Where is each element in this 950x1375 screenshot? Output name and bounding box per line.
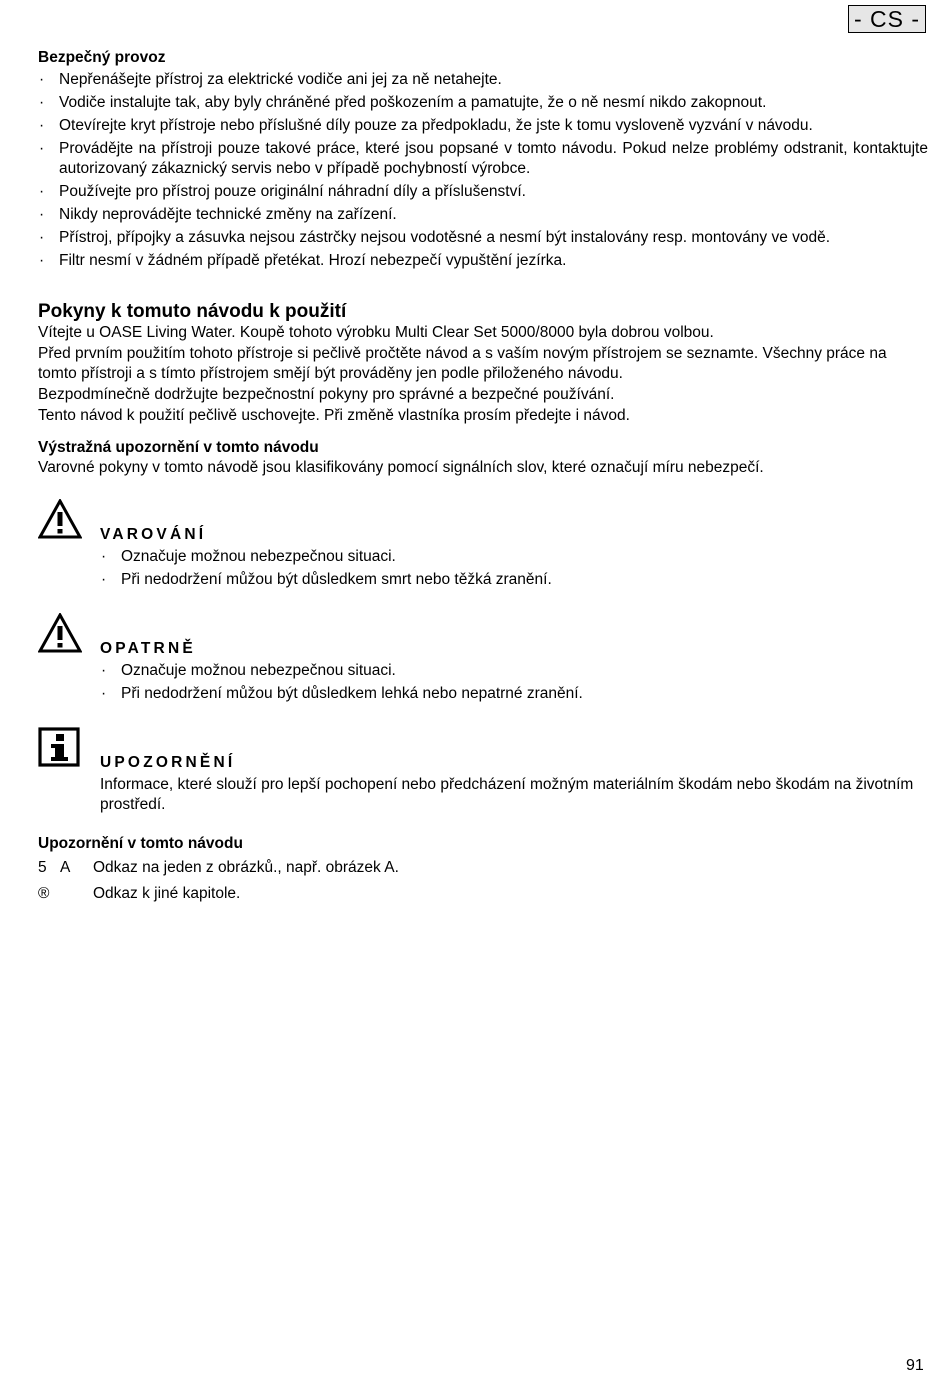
list-item: · Nikdy neprovádějte technické změny na zařízení. xyxy=(39,206,397,223)
manual-notes-section xyxy=(38,301,928,426)
reference-row-chapter xyxy=(38,884,928,904)
list-item: · Otevírejte kryt přístroje nebo příslušné díly pouze za předpokladu, že jste k tomu vysloveně vyzvání v návodu. xyxy=(39,117,813,134)
list-item: · Označuje možnou nebezpečnou situaci. xyxy=(101,548,396,565)
bullet-icon: · xyxy=(39,117,45,134)
bullet-icon: · xyxy=(39,140,45,157)
bullet-icon: · xyxy=(101,548,107,565)
warning-triangle-icon xyxy=(38,499,82,539)
reference-row-figure xyxy=(38,858,928,878)
upozorneni-text: Informace, které slouží pro lepší pochopení nebo předcházení možným materiálním škodám nebo škodám na životním prostředí. xyxy=(100,776,914,813)
bullet-icon: · xyxy=(101,685,107,702)
signal-word-varovani: VAROVÁNÍ xyxy=(100,526,207,543)
signal-word-upozorneni: UPOZORNĚNÍ xyxy=(100,754,236,771)
warnings-section xyxy=(38,438,928,815)
list-item: · Přístroj, přípojky a zásuvka nejsou zástrčky nejsou vodotěsné a nesmí být instalovány resp. montovány ve vodě. xyxy=(39,229,831,246)
references-section xyxy=(38,834,928,904)
safe-operation-title: Bezpečný provoz xyxy=(38,49,166,66)
language-badge: - CS - xyxy=(848,5,926,33)
reference-text: Odkaz k jiné kapitole. xyxy=(93,885,241,902)
reference-symbol: ® xyxy=(38,885,50,902)
safe-operation-section xyxy=(38,48,928,271)
page-number: 91 xyxy=(906,1357,924,1374)
bullet-icon: · xyxy=(39,252,45,269)
bullet-icon: · xyxy=(39,94,45,111)
varovani-list xyxy=(100,547,928,590)
warning-triangle-icon xyxy=(38,613,82,653)
upozorneni-block xyxy=(38,727,928,815)
list-item: · Označuje možnou nebezpečnou situaci. xyxy=(101,662,396,679)
varovani-block xyxy=(38,499,928,590)
info-icon xyxy=(38,727,82,767)
list-item: · Provádějte na přístroji pouze takové práce, které jsou popsané v tomto návodu. Pokud nelze problémy odstranit, kontaktujte autorizovaný zákaznický servis nebo v případě pochybností výrobce. xyxy=(39,140,928,177)
warnings-intro: Varovné pokyny v tomto návodě jsou klasifikovány pomocí signálních slov, které označují míru nebezpečí. xyxy=(38,459,764,476)
bullet-icon: · xyxy=(39,229,45,246)
bullet-icon: · xyxy=(39,206,45,223)
bullet-icon: · xyxy=(39,71,45,88)
bullet-icon: · xyxy=(101,662,107,679)
paragraph: Bezpodmínečně dodržujte bezpečnostní pokyny pro správné a bezpečné používání. xyxy=(38,386,615,403)
list-item: · Nepřenášejte přístroj za elektrické vodiče ani jej za ně netahejte. xyxy=(39,71,502,88)
paragraph: Vítejte u OASE Living Water. Koupě tohoto výrobku Multi Clear Set 5000/8000 byla dobrou volbou. xyxy=(38,324,714,341)
list-item: · Při nedodržení můžou být důsledkem lehká nebo nepatrné zranění. xyxy=(101,685,583,702)
opatrne-list xyxy=(100,661,928,704)
references-title: Upozornění v tomto návodu xyxy=(38,835,243,852)
reference-letter: A xyxy=(60,859,71,876)
manual-notes-title: Pokyny k tomuto návodu k použití xyxy=(38,301,347,322)
reference-number: 5 xyxy=(38,859,47,876)
paragraph: Před prvním použitím tohoto přístroje si pečlivě pročtěte návod a s vaším novým přístrojem se seznamte. Všechny práce na tomto přístroji a s tímto přístrojem smějí být prováděny jen podle přiloženého návodu. xyxy=(38,345,887,382)
signal-word-opatrne: OPATRNĚ xyxy=(100,640,196,657)
page-content xyxy=(38,48,928,910)
list-item: · Při nedodržení můžou být důsledkem smrt nebo těžká zranění. xyxy=(101,571,552,588)
list-item: · Vodiče instalujte tak, aby byly chráněné před poškozením a pamatujte, že o ně nesmí nikdo zakopnout. xyxy=(39,94,767,111)
warnings-title: Výstražná upozornění v tomto návodu xyxy=(38,439,319,456)
safe-operation-list xyxy=(38,70,928,271)
bullet-icon: · xyxy=(39,183,45,200)
list-item: · Používejte pro přístroj pouze originální náhradní díly a příslušenství. xyxy=(39,183,526,200)
paragraph: Tento návod k použití pečlivě uschovejte. Při změně vlastníka prosím předejte i návod. xyxy=(38,407,630,424)
list-item: · Filtr nesmí v žádném případě přetékat. Hrozí nebezpečí vypuštění jezírka. xyxy=(39,252,567,269)
opatrne-block xyxy=(38,613,928,704)
reference-text: Odkaz na jeden z obrázků., např. obrázek A. xyxy=(93,859,399,876)
bullet-icon: · xyxy=(101,571,107,588)
